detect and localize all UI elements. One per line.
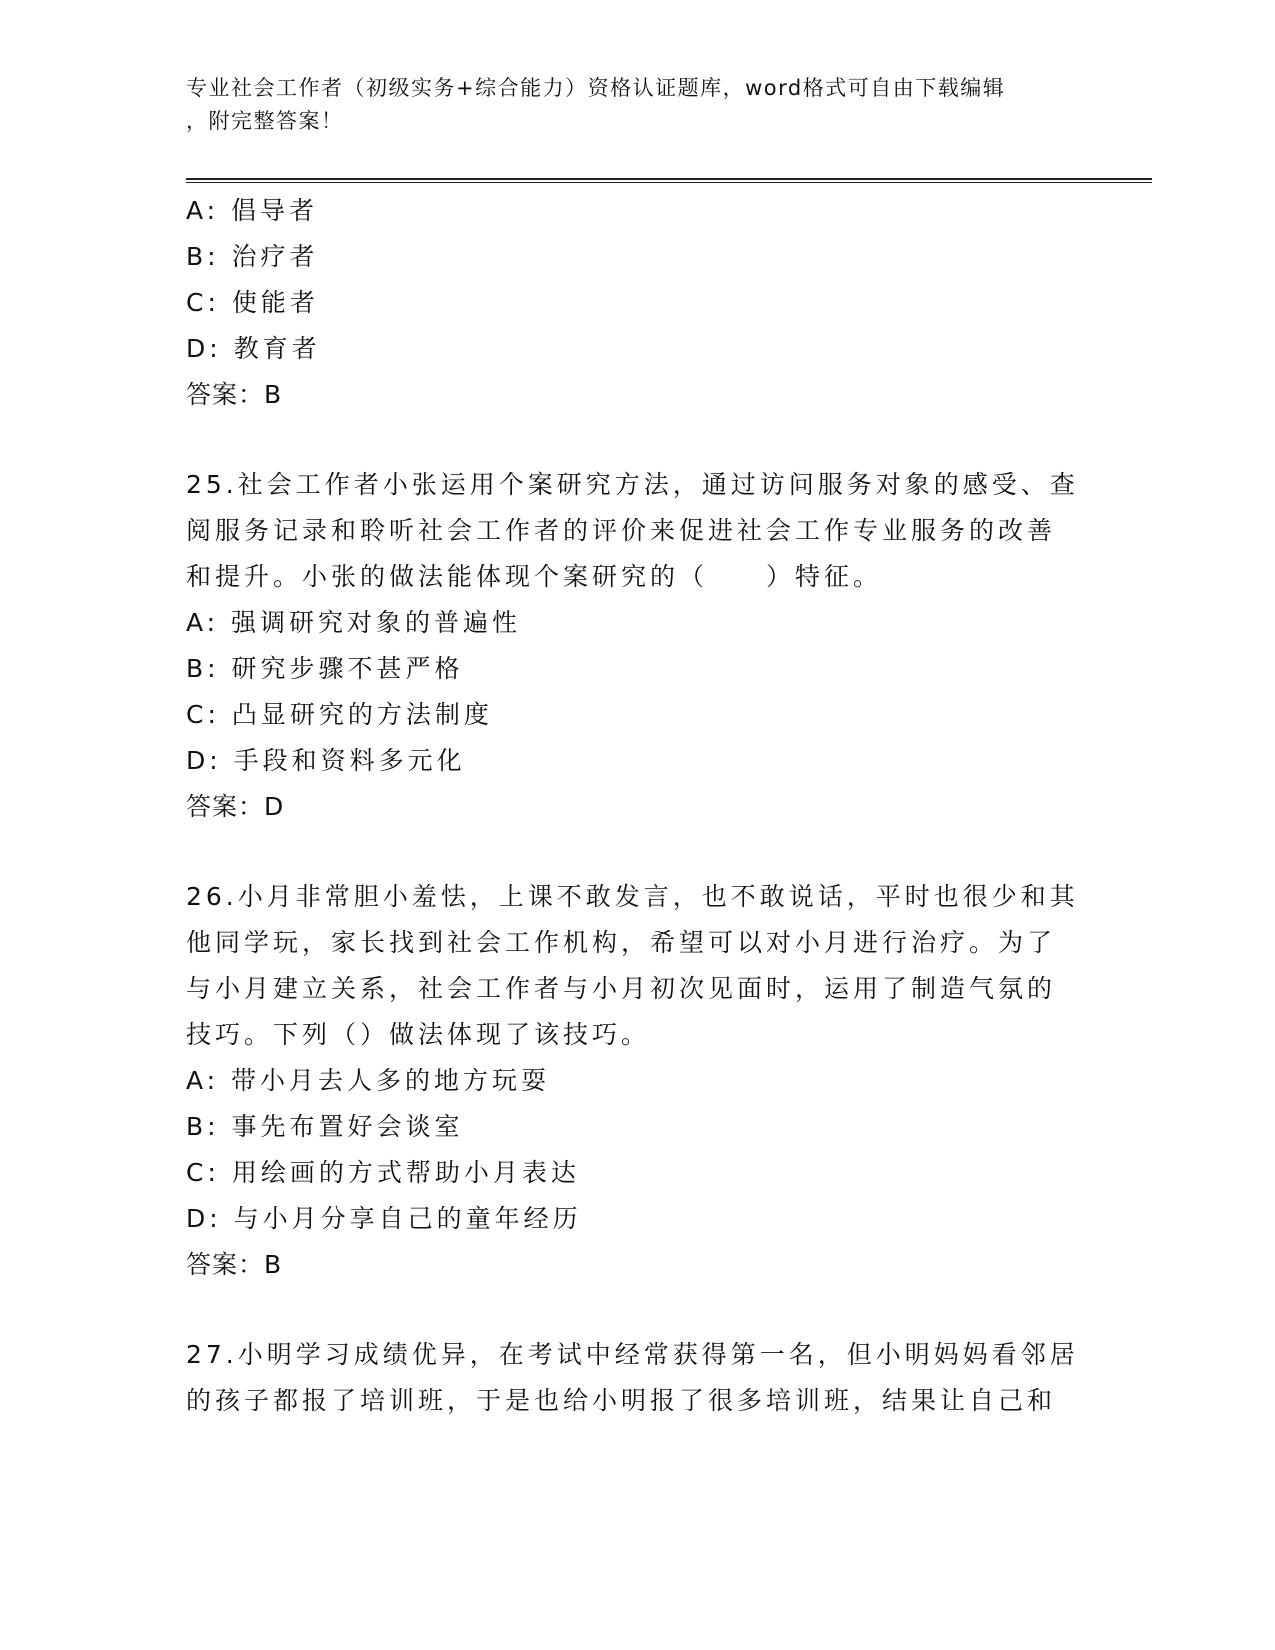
option-b: B: 研究步骤不甚严格 — [186, 654, 464, 683]
option-c: C: 用绘画的方式帮助小月表达 — [186, 1158, 580, 1187]
question-text-line: 25.社会工作者小张运用个案研究方法，通过访问服务对象的感受、查 — [186, 470, 1079, 499]
question-text-line: 26.小月非常胆小羞怯，上课不敢发言，也不敢说话，平时也很少和其 — [186, 882, 1079, 911]
question-text-line: 技巧。下列（）做法体现了该技巧。 — [186, 1020, 651, 1049]
question-text-line: 阅服务记录和聆听社会工作者的评价来促进社会工作专业服务的改善 — [186, 516, 1057, 545]
answer: 答案：B — [186, 1250, 283, 1279]
question-text-line: 他同学玩，家长找到社会工作机构，希望可以对小月进行治疗。为了 — [186, 928, 1057, 957]
answer: 答案：B — [186, 380, 283, 409]
option-a: A: 带小月去人多的地方玩耍 — [186, 1066, 551, 1095]
answer: 答案：D — [186, 792, 285, 821]
option-d: D: 教育者 — [186, 334, 321, 363]
header-line-1: 专业社会工作者（初级实务+综合能力）资格认证题库，word格式可自由下载编辑 — [186, 76, 1006, 100]
question-content — [186, 188, 1079, 1424]
question-text-line: 和提升。小张的做法能体现个案研究的（ ）特征。 — [186, 562, 883, 591]
question-text-line: 27.小明学习成绩优异，在考试中经常获得第一名，但小明妈妈看邻居 — [186, 1340, 1079, 1369]
question-text-line: 的孩子都报了培训班，于是也给小明报了很多培训班，结果让自己和 — [186, 1386, 1057, 1415]
option-b: B: 治疗者 — [186, 242, 319, 271]
header-rule-thin — [186, 182, 1152, 183]
question-text-line: 与小月建立关系，社会工作者与小月初次见面时，运用了制造气氛的 — [186, 974, 1057, 1003]
option-c: C: 凸显研究的方法制度 — [186, 700, 493, 729]
option-d: D: 手段和资料多元化 — [186, 746, 466, 775]
header-rule-thick — [186, 178, 1152, 180]
option-b: B: 事先布置好会谈室 — [186, 1112, 464, 1141]
option-c: C: 使能者 — [186, 288, 319, 317]
document-header — [186, 72, 1086, 138]
question-26 — [186, 874, 1079, 1288]
option-a: A: 倡导者 — [186, 196, 319, 225]
question-25 — [186, 462, 1079, 830]
header-line-2: ，附完整答案！ — [186, 109, 344, 133]
question-24 — [186, 188, 1076, 418]
question-27 — [186, 1332, 1079, 1424]
option-d: D: 与小月分享自己的童年经历 — [186, 1204, 582, 1233]
option-a: A: 强调研究对象的普遍性 — [186, 608, 522, 637]
